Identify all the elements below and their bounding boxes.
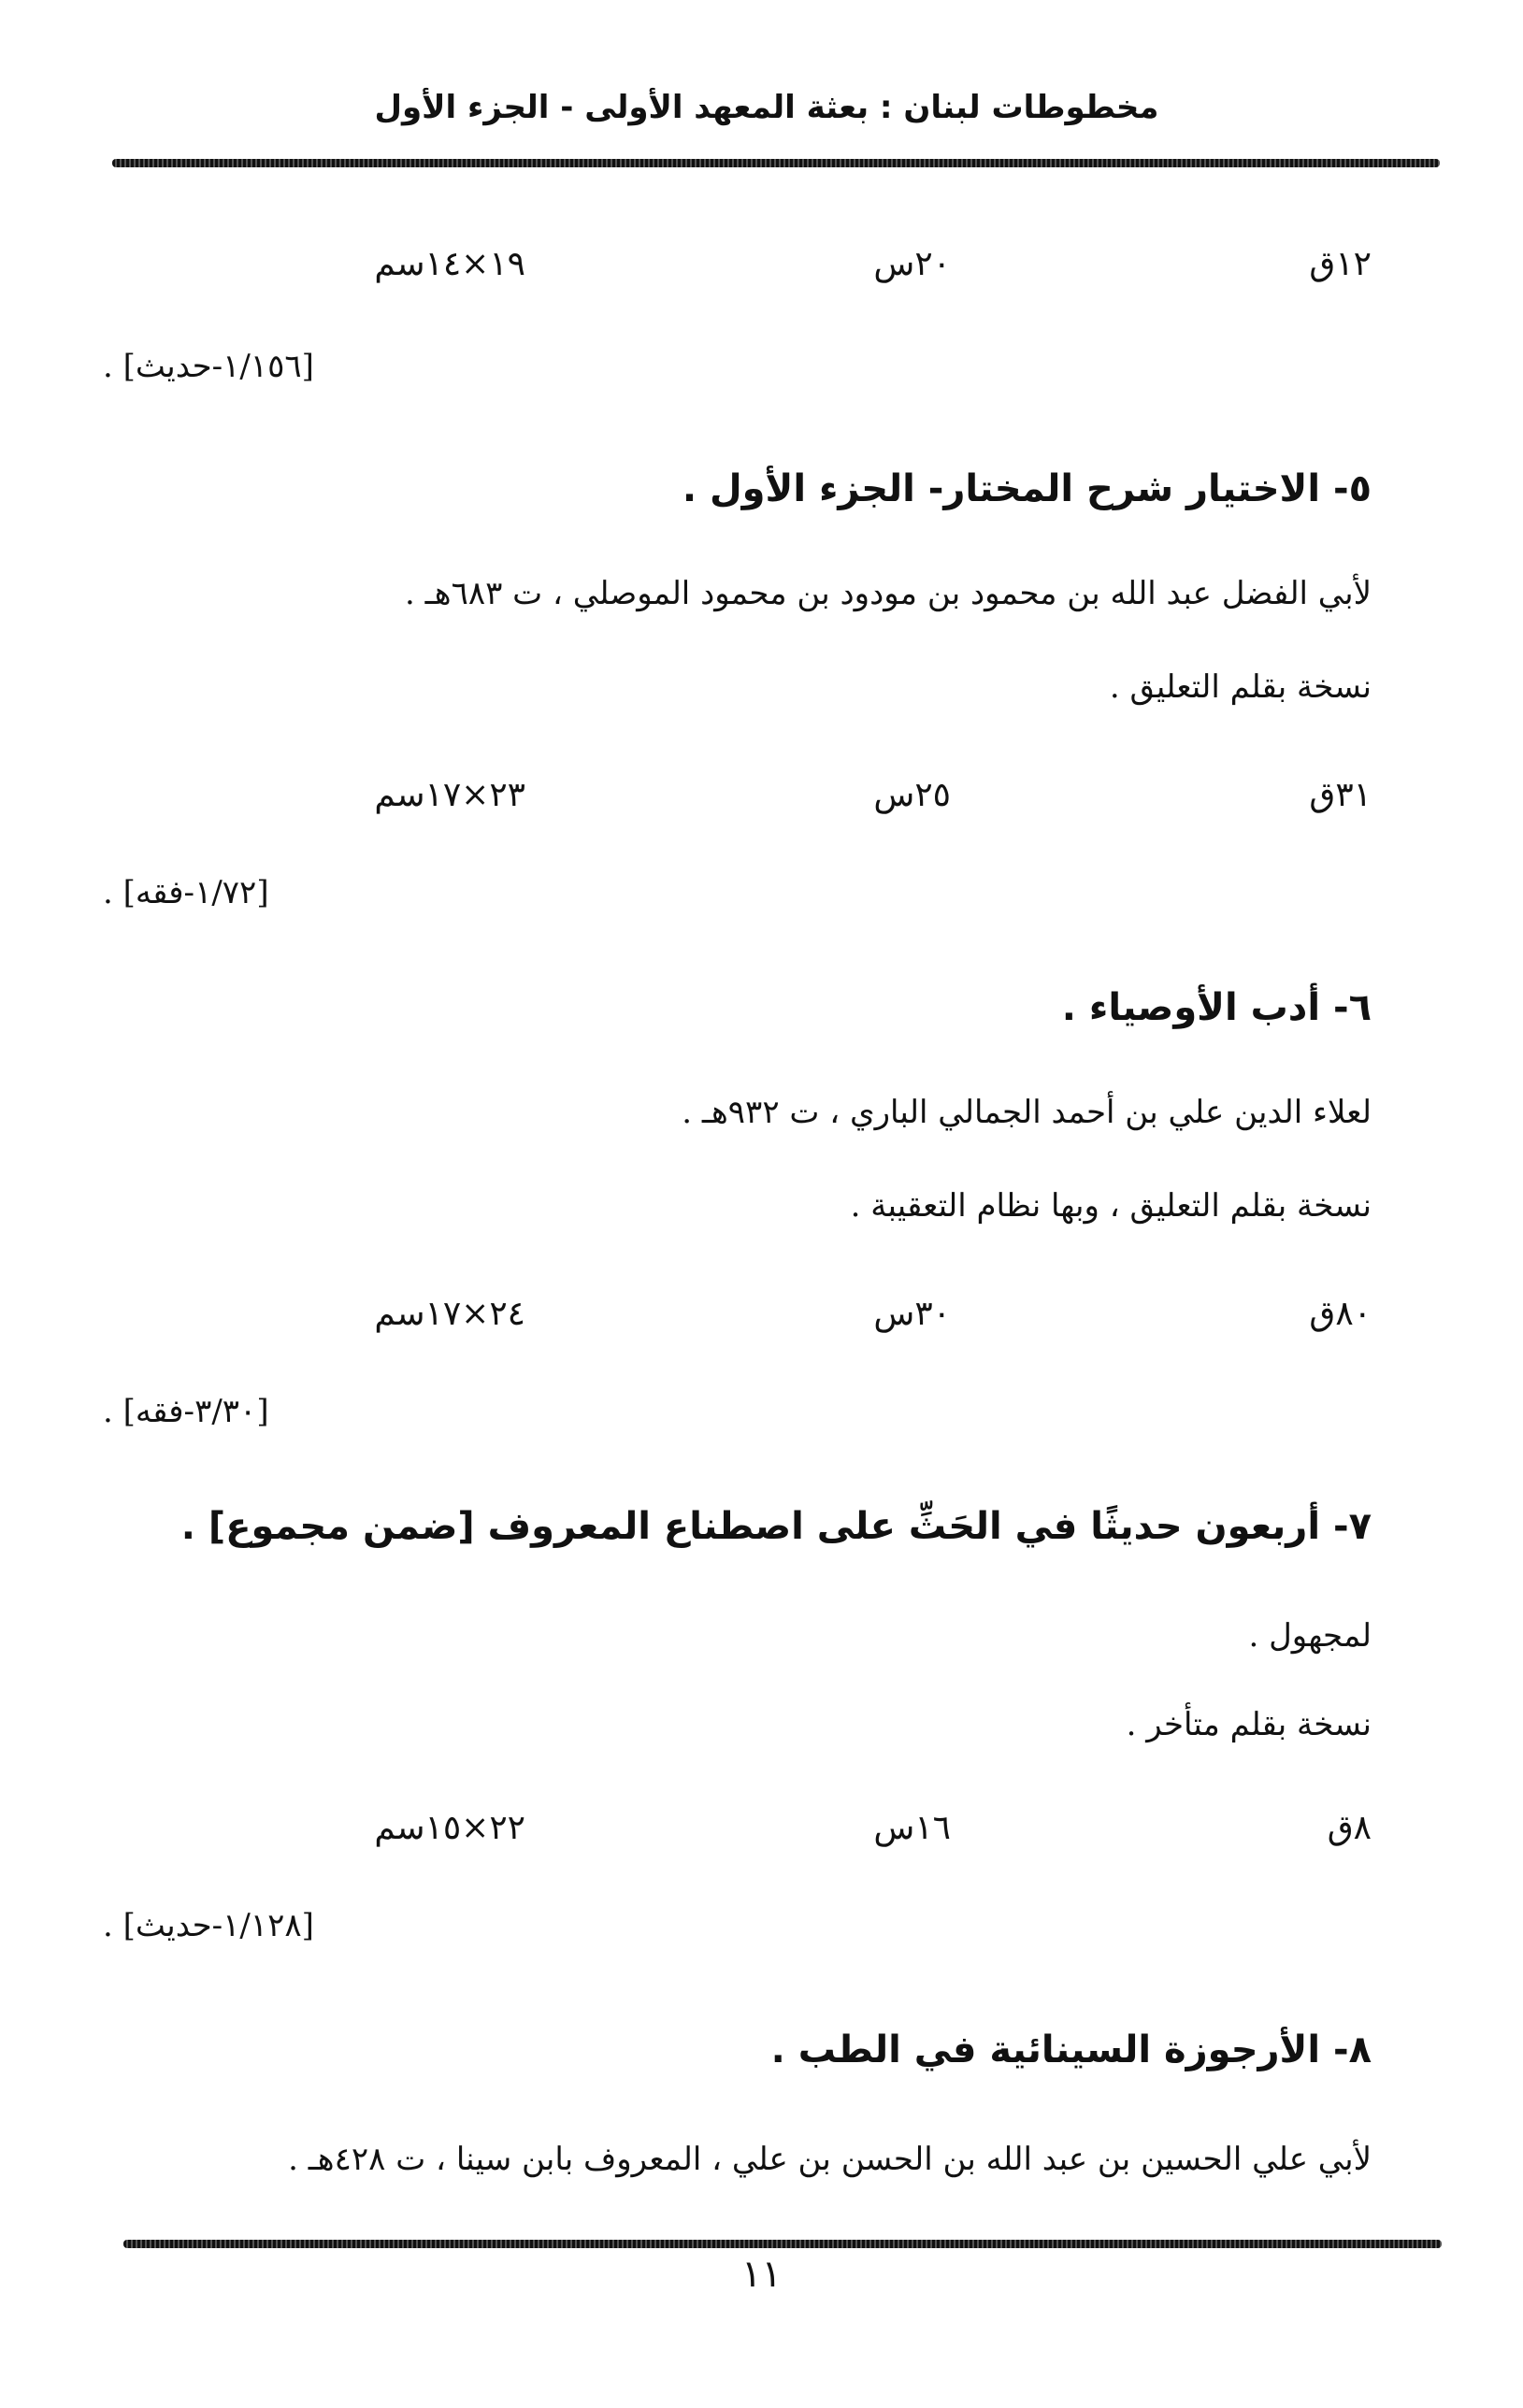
physical-description-row <box>103 245 1372 301</box>
lines-per-page: ٢٠س <box>873 245 951 283</box>
entry-author: لأبي الفضل عبد الله بن محمود بن مودود بن محمود الموصلي ، ت ٦٨٣هـ . <box>405 575 1372 612</box>
shelfmark: [٣/٣٠-فقه] . <box>103 1393 269 1430</box>
folio-count: ٨ق <box>1327 1809 1372 1847</box>
entry-note: نسخة بقلم التعليق ، وبها نظام التعقيبة . <box>850 1187 1372 1225</box>
shelfmark: [١/٧٢-فقه] . <box>103 874 269 911</box>
entry-note: نسخة بقلم متأخر . <box>1126 1706 1372 1743</box>
lines-per-page: ٣٠س <box>873 1295 951 1333</box>
page-size: ٢٢×١٥سم <box>374 1809 525 1847</box>
header-divider <box>112 159 1440 167</box>
entry-title: ٨- الأرجوزة السينائية في الطب . <box>770 2028 1372 2071</box>
shelfmark: [١/١٥٦-حديث] . <box>103 348 314 385</box>
entry-title: ٥- الاختيار شرح المختار- الجزء الأول . <box>682 467 1372 510</box>
page-size: ٢٣×١٧سم <box>374 776 525 814</box>
lines-per-page: ١٦س <box>873 1809 951 1847</box>
lines-per-page: ٢٥س <box>873 776 951 814</box>
page-size: ٢٤×١٧سم <box>374 1295 525 1333</box>
folio-count: ٣١ق <box>1309 776 1372 814</box>
entry-title: ٦- أدب الأوصياء . <box>1061 986 1372 1029</box>
page-size: ١٩×١٤سم <box>374 245 525 283</box>
physical-description-row <box>103 1809 1372 1865</box>
page-number: ١١ <box>741 2253 782 2296</box>
entry-note: نسخة بقلم التعليق . <box>1109 668 1372 706</box>
entry-author: لأبي علي الحسين بن عبد الله بن الحسن بن علي ، المعروف بابن سينا ، ت ٤٢٨هـ . <box>288 2141 1372 2178</box>
physical-description-row <box>103 776 1372 832</box>
folio-count: ٨٠ق <box>1309 1295 1372 1333</box>
entry-author: لمجهول . <box>1248 1617 1372 1655</box>
running-header: مخطوطات لبنان : بعثة المعهد الأولى - الجزء الأول <box>374 89 1159 126</box>
folio-count: ١٢ق <box>1309 245 1372 283</box>
entry-title: ٧- أربعون حديثًا في الحَثِّ على اصطناع المعروف [ضمن مجموع] . <box>180 1505 1372 1548</box>
shelfmark: [١/١٢٨-حديث] . <box>103 1907 314 1944</box>
physical-description-row <box>103 1295 1372 1351</box>
footer-divider <box>123 2240 1442 2248</box>
entry-author: لعلاء الدين علي بن أحمد الجمالي الباري ، ت ٩٣٢هـ . <box>682 1094 1372 1131</box>
